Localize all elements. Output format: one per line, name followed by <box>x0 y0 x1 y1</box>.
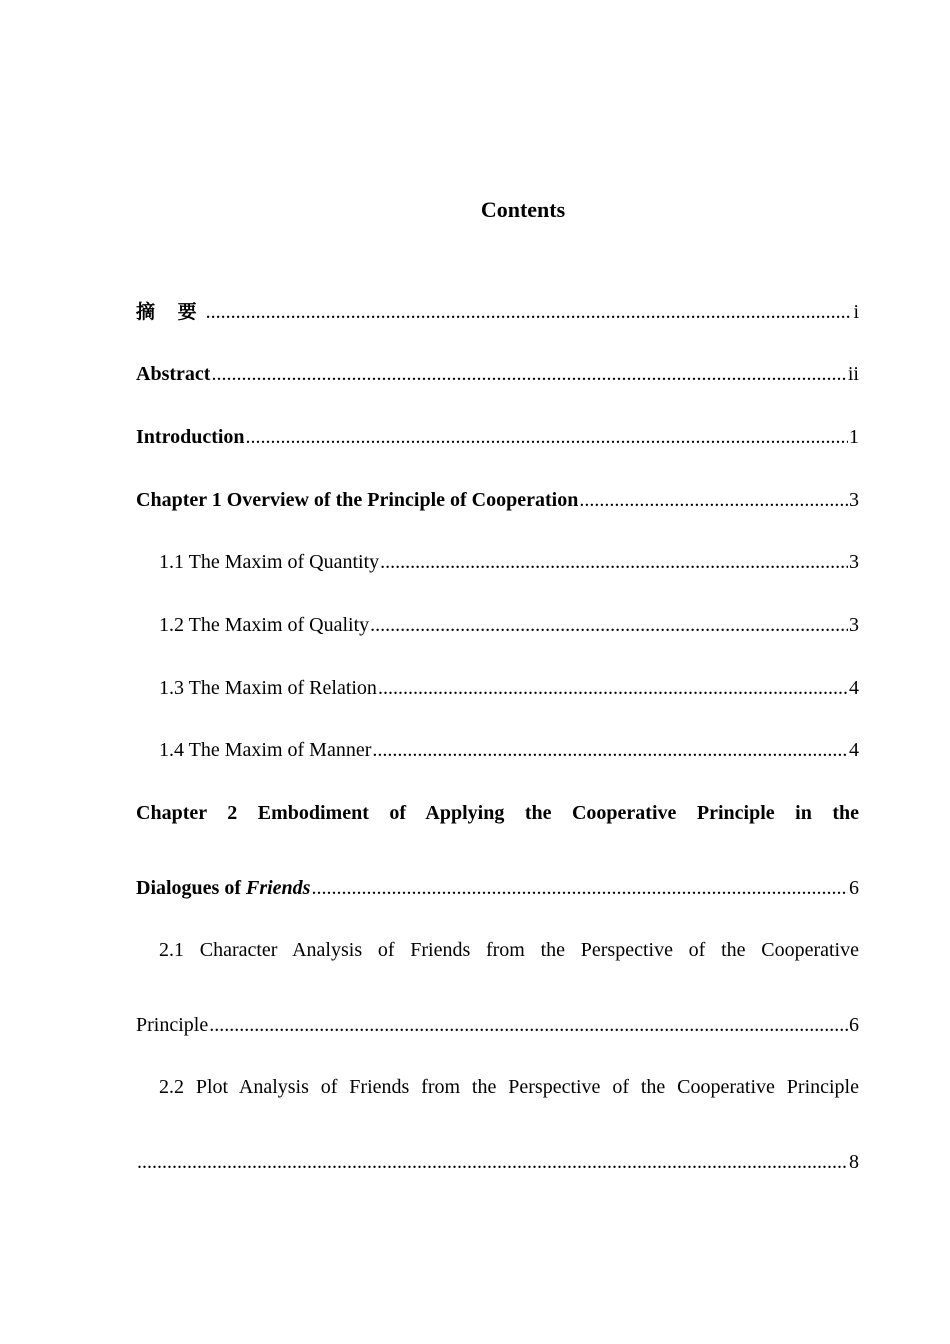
toc-entry-abstract[interactable] <box>136 361 859 387</box>
toc-entry-label-line1: 2.1 Character Analysis of Friends from the Perspective of the Cooperative <box>159 939 859 961</box>
toc-page-number: 6 <box>849 877 859 899</box>
toc-leader-dots <box>372 737 848 763</box>
toc-entry-1-4[interactable] <box>159 737 859 763</box>
toc-leader-dots <box>211 361 846 387</box>
toc-entry-label: 1.1 The Maxim of Quantity <box>159 551 380 573</box>
toc-entry-2-2-line1[interactable] <box>159 1074 859 1100</box>
toc-entry-2-1[interactable] <box>136 1012 859 1038</box>
toc-entry-label-line2 <box>136 875 310 901</box>
toc-leader-dots <box>378 675 848 701</box>
toc-page-number: 6 <box>849 1014 859 1036</box>
toc-entry-abstract-cn[interactable] <box>136 299 859 325</box>
toc-entry-label-italic: Friends <box>246 877 311 899</box>
toc-page-number: 4 <box>849 677 859 699</box>
toc-leader-dots <box>370 612 848 638</box>
toc-entry-label: 1.2 The Maxim of Quality <box>159 614 370 636</box>
toc-leader-dots <box>137 1149 848 1175</box>
toc-entry-label: 摘 要 <box>136 301 205 323</box>
toc-page-number: ii <box>847 363 859 385</box>
toc-entry-label: Abstract <box>136 363 211 385</box>
toc-entry-label: Introduction <box>136 426 245 448</box>
toc-entry-2-1-line1[interactable] <box>159 937 859 963</box>
toc-entry-label-line2: Principle <box>136 1014 209 1036</box>
toc-entry-introduction[interactable] <box>136 424 859 450</box>
toc-leader-dots <box>380 549 848 575</box>
toc-page-number: i <box>853 301 859 323</box>
toc-page-number: 1 <box>849 426 859 448</box>
toc-entry-chapter-2-line1[interactable] <box>136 800 859 826</box>
page-title: Contents <box>480 197 566 222</box>
toc-leader-dots <box>206 299 853 325</box>
toc-entry-label-line1: 2.2 Plot Analysis of Friends from the Perspective of the Cooperative Principle <box>159 1076 859 1098</box>
toc-entry-chapter-2[interactable] <box>136 875 859 901</box>
toc-entry-label: 1.4 The Maxim of Manner <box>159 739 372 761</box>
toc-page-number: 8 <box>849 1151 859 1173</box>
toc-entry-1-1[interactable] <box>159 549 859 575</box>
toc-entry-label-line1: Chapter 2 Embodiment of Applying the Cooperative Principle in the <box>136 802 859 824</box>
toc-entry-label: 1.3 The Maxim of Relation <box>159 677 377 699</box>
toc-entry-1-3[interactable] <box>159 675 859 701</box>
toc-page-number: 4 <box>849 739 859 761</box>
toc-leader-dots <box>311 875 848 901</box>
toc-leader-dots <box>209 1012 848 1038</box>
toc-entry-1-2[interactable] <box>159 612 859 638</box>
toc-entry-2-2[interactable] <box>136 1149 859 1175</box>
toc-page-number: 3 <box>849 551 859 573</box>
toc-entry-chapter-1[interactable] <box>136 487 859 513</box>
toc-entry-label-text: Dialogues of <box>136 877 246 899</box>
toc-leader-dots <box>579 487 848 513</box>
toc-page-number: 3 <box>849 489 859 511</box>
toc-entry-label: Chapter 1 Overview of the Principle of Cooperation <box>136 489 579 511</box>
toc-leader-dots <box>246 424 848 450</box>
toc-page-number: 3 <box>849 614 859 636</box>
